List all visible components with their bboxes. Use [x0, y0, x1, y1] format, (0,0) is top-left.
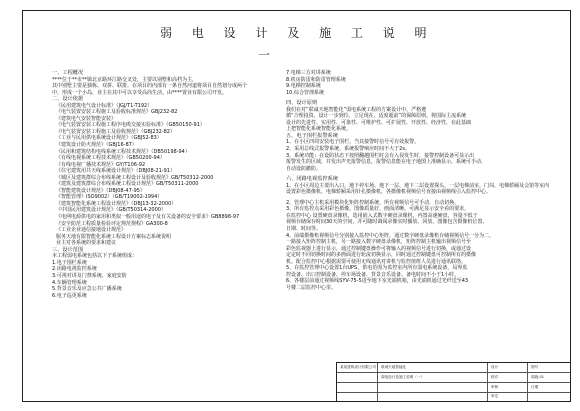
text-line: 《智能管理》ISO9002）（GB/T19002-1994）: [56, 194, 163, 201]
title-block-label-review: 审核: [491, 385, 499, 389]
text-line: 循“合理投资、设计一步到位、立足现在、适度超前”的保障原则，将国际主流系统: [286, 113, 467, 120]
text-line: 2、管理中心主机采用模块化矩阵控制系统，所有视频信号可手动、自动切换。: [286, 199, 460, 206]
section-heading: 五、电子围栏报警系统: [286, 132, 338, 139]
text-line: 1、在小区四周安装电子围栏，当其接警时信号可有效报警。: [286, 139, 420, 146]
text-line: 号楼二层监控中心里。: [286, 284, 337, 291]
text-line: 2、采用总线式报警系统，系统报警响应时间不大于2s。: [286, 146, 410, 153]
text-line: 3.可视对讲及门禁系统、家庭安防: [52, 272, 127, 279]
text-line: 7.电梯三方对讲系统: [286, 70, 331, 76]
text-line: 4.车辆管理系统: [52, 279, 87, 286]
text-line: 设置彩色摄像机、电梯轿厢采用针孔摄像机，各摄像机视频信号直接由视频线引入监控中心。: [286, 189, 492, 196]
title-block-label-date: 日期: [531, 385, 539, 389]
text-line: 机。配合监控中心根据需要可使用无线通讯对讲机与监控值班人员进行通讯联络。: [286, 258, 467, 265]
text-line: 5.背景音乐及应急公共广播系统: [52, 286, 122, 293]
text-line: 中，形成一个小岛，业主在其中可以享受高尚生活。由****置业有限公司开发。: [52, 89, 228, 96]
text-line: 2.闭路电视监控系统: [52, 266, 97, 273]
text-line: 1、在小区周边主要出入口，地下停车场、地下一层、地下二层设置探头，一层电梯前室，门岗、电梯轿厢及会馆等室内: [286, 182, 550, 189]
text-line: 3、所有监控点采用彩色摄像，图像质量好，画面清晰，可满足显示安全看的要求，: [286, 206, 470, 213]
text-line: 1.电子围栏系统: [52, 259, 87, 266]
section-heading: 四、设计原则: [286, 100, 318, 107]
text-line: ****位于**市**镇北京路环江路交叉处，主要以别墅和高档为主，: [52, 76, 198, 83]
text-line: 服务天地有限智能化系统工程设计方案标志系统说明: [56, 233, 172, 240]
text-line: 《电网电源供电的家用和类似一般用途的电子及有关设备的安全要求》GB8898-97: [56, 214, 240, 221]
text-line: 6.电子巡更系统: [52, 292, 87, 299]
text-line: 《有线电视系统工程技术规范》（GB50200-94）: [56, 155, 165, 162]
document-subtitle: 一: [258, 48, 271, 62]
text-line: 4、前端摄像机视频信号分别接入监控中心矩阵，通过数字硬盘录像机存储视频信号一分为二，: [286, 232, 495, 239]
text-line: 9.电梯控制系统: [286, 83, 321, 90]
text-line: 视频存储保存时间30天的空间，并可随时调阅录像实时播放、回放，图像包含摄像机位置、: [286, 219, 488, 226]
title-block-project: 联诚天地智能化: [381, 365, 407, 369]
text-line: 5、在监控管理中心设置1台UPS，供电范围为监控室内所有弱电系统设备，局界监: [286, 265, 468, 272]
title-block-company: 某某建筑设计有限公司: [340, 365, 376, 369]
text-line: 日期、时间等。: [286, 226, 322, 233]
title-block: [336, 362, 570, 401]
right-text-column: [286, 70, 550, 292]
text-line: 《电气装置安装工程施工及验收标准规范》GBJ232-82: [56, 109, 178, 116]
text-line: 《工业与民用供电系统设计规范》（GBJ52-83）: [56, 135, 162, 142]
text-line: 彩色监视器上进行显示，通过控制键盘操作可将输入的视频信号进行切换，或通过设: [286, 245, 472, 252]
title-block-label-approve: 审定: [491, 394, 499, 398]
text-line: 《有线电视广播技术规范》GY/T106-92: [56, 161, 146, 168]
text-line: 《建筑及建筑群综合布线系统工程设计规范》GB/T50311-2000: [56, 181, 199, 188]
text-line: 《智能建筑设计规范》（DBJ08-47-95）: [56, 187, 145, 194]
document-title: 弱 电 设 计 及 施 工 说 明: [160, 26, 435, 40]
title-block-drawing-name: 弱电设计及施工说明（一）: [381, 375, 425, 379]
text-line: 6、各楼层前通过视频线SYV-75-5进至地下室光端机箱，由光端机通过光纤送至43: [286, 278, 469, 285]
text-line: 定定时不同切换时间的多画面进行轮流切换显示，同时通过控制键盘可控制所有的摄像: [286, 252, 477, 259]
text-line: 《建筑智能化系统工程设计规范》（DBJ13-32-2000）: [56, 200, 177, 207]
text-line: 设计的先进性、实用性、可靠性、可维护性、可扩展性、开放性、经济性，在此基础: [286, 119, 472, 126]
text-line: 3、系统功能：在设防状态下按照翻越围栏时会有入侵发生时，接警控制设备可显示出: [286, 152, 475, 159]
text-line: 《民用和建筑结构电线系统工程技术规范》（DB50198-94）: [56, 148, 190, 155]
text-line: 业主对各系统的要求和建议: [56, 240, 117, 247]
text-line: 控设备、出口控制设备、停车场设备、背景音乐设备。备电时间不小于1小时。: [286, 271, 460, 278]
text-line: 《民用建筑电气设计标准》（JGJ/T1-T192）: [56, 102, 153, 109]
text-line: 《电气装置安装工程施工程序电缆交接实验标准》（GB50150-91）: [56, 122, 205, 129]
title-block-label-check: 校对: [491, 375, 499, 379]
title-block-drawing-no: 弱施-01: [531, 375, 545, 379]
text-line: 8.机房防雷和防雷管理系统: [286, 76, 346, 83]
text-line: 《安全防范工程质量检验评定规范规程》GA300-8: [56, 220, 168, 227]
text-line: 《建筑设计防火规范》（GBJ16-87）: [56, 142, 137, 149]
title-block-label-design: 设计: [491, 365, 499, 369]
text-line: 其中别墅主要是独栋、双拼、联排。在项目的内部有一条自然河道将项目自然划分成两个: [52, 83, 248, 90]
text-line: 报警发生的区域，并发出声光报警信息，报警信息能在电子地图上准确显示，系统可手动、: [286, 159, 487, 166]
text-line: 我们在对“联诚天地智能化”弱电系统工程的方案设计中，严格遵: [286, 106, 427, 113]
section-heading: 一、工程概况: [52, 70, 84, 76]
section-heading: 二、设计依据: [52, 96, 84, 103]
text-line: 10.综合管理系统: [286, 89, 324, 96]
left-text-column: [52, 70, 274, 299]
text-line: 在监控中心 设置硬盘录像机，选用嵌入式数字硬盘录像机，内置高速硬盘，容量不低于: [286, 212, 478, 219]
section-heading: 三、设计范围: [52, 246, 84, 253]
text-line: 《中国民用建筑设计规范》（GB/T50314-2000）: [56, 207, 166, 214]
text-line: 上把智能化系统智能化系统。: [286, 126, 352, 133]
text-line: 本工程弱电系统包括以下子系统组成：: [52, 253, 138, 260]
text-line: 一路接入矩阵控制主机，另一路接入数字硬盘录像机，矩阵控制主机输出视频信号至: [286, 239, 472, 246]
title-block-label-drawing-no: 图号: [531, 365, 539, 369]
text-line: 《工业企业通信接地设计规范》: [56, 227, 127, 234]
text-line: 《住宅建筑用共天线系统设计规范》（DBJ08-21-91）: [56, 168, 175, 175]
section-heading: 六、闭路电视监控系统: [286, 176, 338, 183]
text-line: 自动设防撤防。: [286, 165, 322, 172]
text-line: 《城区及建筑群综合布线系统工程设计及验收规范》GB/T50312-2000: [56, 174, 214, 181]
text-line: 《电气装置安装工程施工及验收规范》（GBJ232-82）: [56, 128, 175, 135]
text-line: 《建筑电气安装智能安装》: [56, 115, 117, 122]
